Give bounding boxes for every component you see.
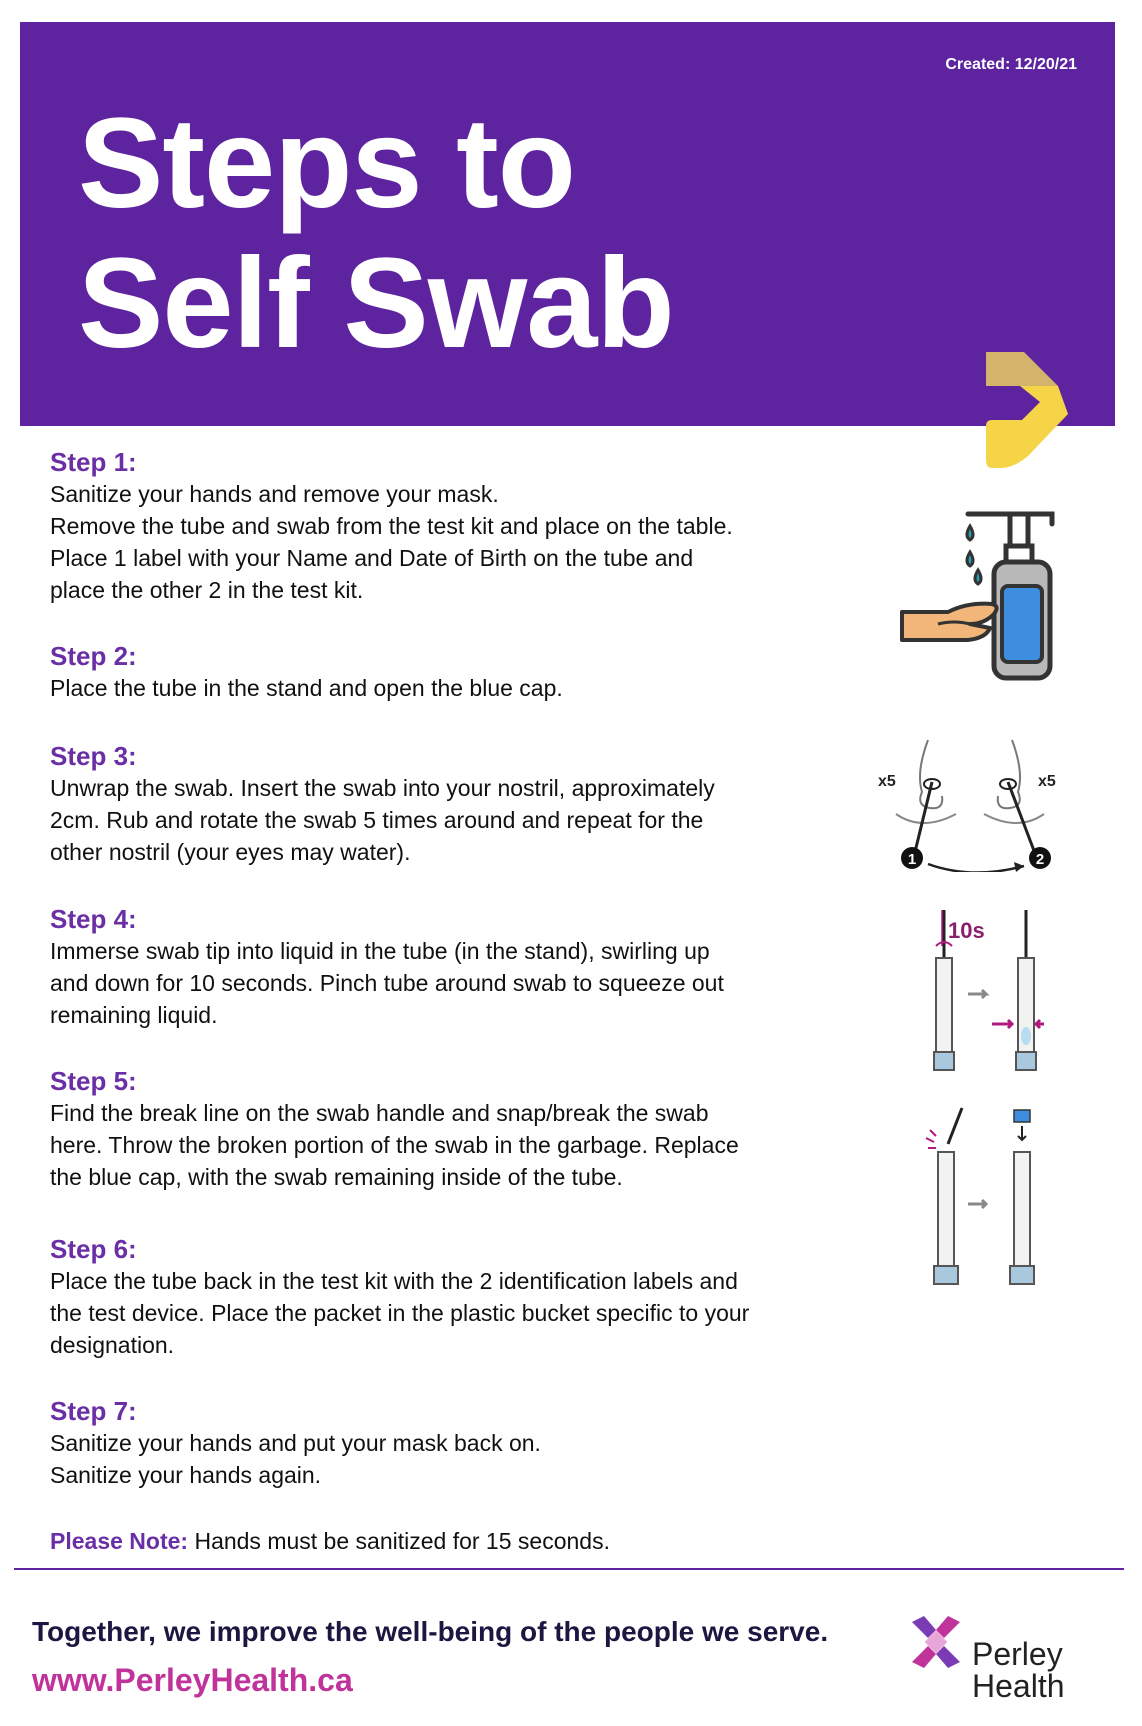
step-7 — [50, 1395, 541, 1491]
step-text: Find the break line on the swab handle and snap/break the swab — [50, 1100, 709, 1126]
page-title — [78, 94, 674, 374]
step-text: Place the tube in the stand and open the blue cap. — [50, 675, 563, 701]
website-link[interactable]: www.PerleyHealth.ca — [32, 1662, 353, 1698]
step-5 — [50, 1065, 739, 1193]
step-text: Immerse swab tip into liquid in the tube (in the stand), swirling up — [50, 938, 710, 964]
step-4 — [50, 903, 724, 1031]
nose-swab-diagram-icon — [872, 732, 1068, 872]
chevron-logo-icon — [978, 352, 1068, 492]
step-text: 2cm. Rub and rotate the swab 5 times around and repeat for the — [50, 807, 704, 833]
please-note — [50, 1525, 610, 1557]
footer-divider — [14, 1568, 1124, 1570]
step-text: Place 1 label with your Name and Date of Birth on the tube and — [50, 545, 694, 571]
step-text: designation. — [50, 1332, 175, 1358]
step-text: other nostril (your eyes may water). — [50, 839, 411, 865]
nostril-one-label: 1 — [907, 851, 917, 868]
step-text: Sanitize your hands and put your mask back on. — [50, 1430, 541, 1456]
logo-line-2: Health — [972, 1668, 1065, 1704]
nostril-two-label: 2 — [1035, 851, 1045, 868]
nose-right-count: x5 — [1038, 773, 1056, 790]
step-3 — [50, 740, 715, 868]
swab-swirl-tube-icon — [924, 906, 1054, 1076]
perley-health-logo-icon — [908, 1614, 964, 1670]
step-6 — [50, 1233, 749, 1361]
title-line-1: Steps to — [78, 92, 575, 235]
step-text: the test device. Place the packet in the plastic bucket specific to your — [50, 1300, 750, 1326]
step-text: Sanitize your hands again. — [50, 1462, 322, 1488]
note-text: Hands must be sanitized for 15 seconds. — [188, 1528, 610, 1554]
step-heading: Step 4: — [50, 904, 137, 934]
step-text: Unwrap the swab. Insert the swab into your nostril, approximately — [50, 775, 715, 801]
logo-text — [972, 1638, 1065, 1702]
footer-tagline: Together, we improve the well-being of the people we serve. — [32, 1616, 829, 1647]
swab-snap-tube-icon — [920, 1104, 1050, 1300]
step-text: here. Throw the broken portion of the swab in the garbage. Replace — [50, 1132, 739, 1158]
step-1 — [50, 446, 733, 606]
swirl-time-label: 10s — [948, 918, 985, 943]
note-label: Please Note: — [50, 1528, 189, 1554]
step-text: place the other 2 in the test kit. — [50, 577, 364, 603]
step-heading: Step 2: — [50, 641, 137, 671]
step-heading: Step 1: — [50, 447, 137, 477]
hand-sanitizer-icon — [898, 506, 1058, 686]
step-text: Place the tube back in the test kit with the 2 identification labels and — [50, 1268, 738, 1294]
step-heading: Step 5: — [50, 1066, 137, 1096]
step-2 — [50, 640, 563, 704]
header-banner — [20, 22, 1115, 426]
step-heading: Step 6: — [50, 1234, 137, 1264]
step-text: Sanitize your hands and remove your mask. — [50, 481, 499, 507]
step-text: Remove the tube and swab from the test kit and place on the table. — [50, 513, 733, 539]
step-heading: Step 3: — [50, 741, 137, 771]
logo-line-1: Perley — [972, 1636, 1063, 1672]
title-line-2: Self Swab — [78, 232, 674, 375]
step-text: remaining liquid. — [50, 1002, 218, 1028]
step-text: the blue cap, with the swab remaining inside of the tube. — [50, 1164, 623, 1190]
step-text: and down for 10 seconds. Pinch tube around swab to squeeze out — [50, 970, 724, 996]
created-date: Created: 12/20/21 — [945, 56, 1077, 73]
step-heading: Step 7: — [50, 1396, 137, 1426]
nose-left-count: x5 — [878, 773, 896, 790]
